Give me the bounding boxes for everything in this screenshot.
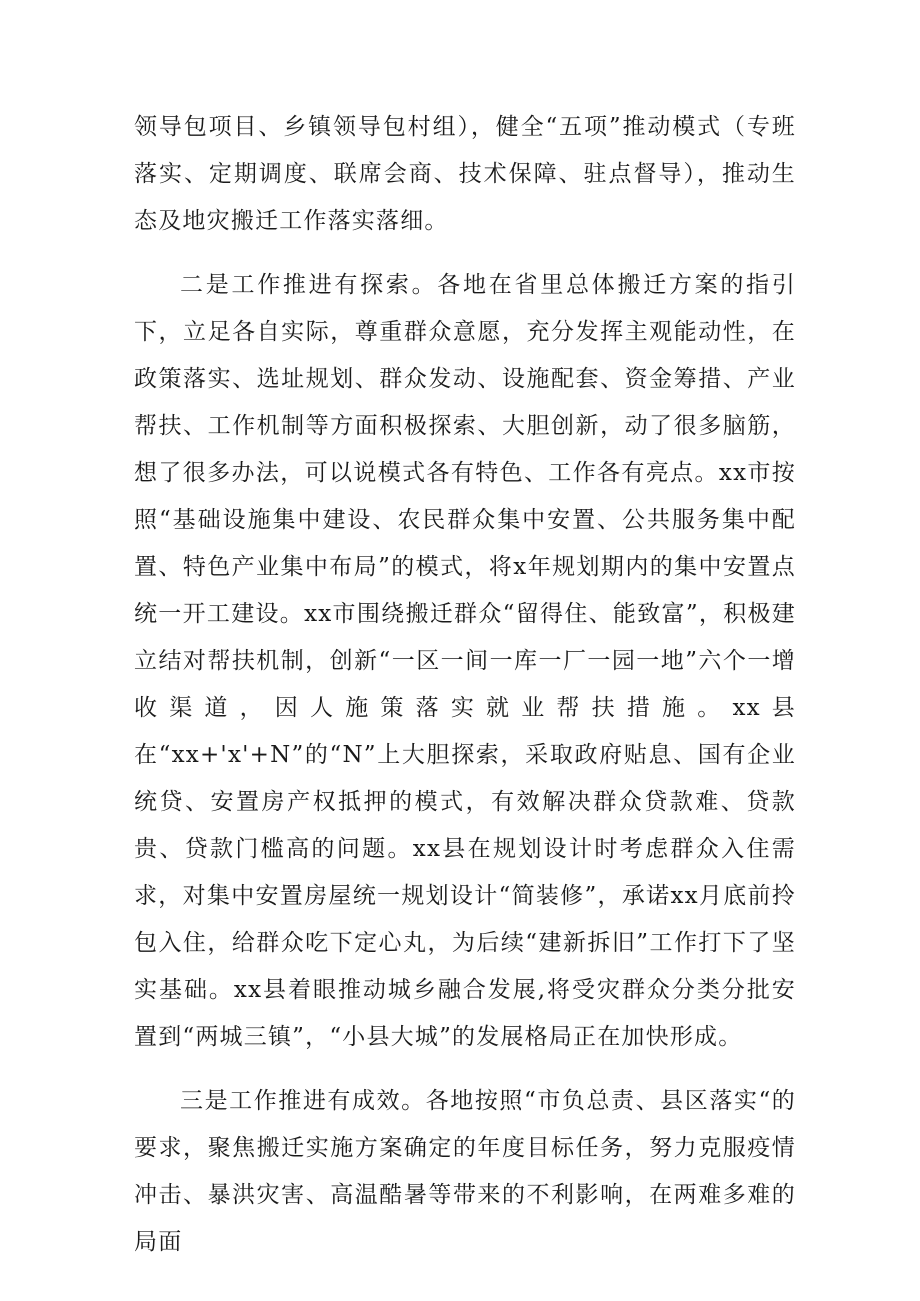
paragraph-point-three: 三是工作推进有成效。各地按照“市负总责、县区落实“的要求，聚焦搬迁实施方案确定的年度目标任务，努力克服疫情冲击、暴洪灾害、高温酷暑等带来的不利影响，在两难多难的局面 [134, 1088, 796, 1255]
document-body [134, 104, 796, 1266]
paragraph-continuation: 领导包项目、乡镇领导包村组），健全“五项”推动模式（专班落实、定期调度、联席会商、技术保障、驻点督导），推动生态及地灾搬迁工作落实落细。 [134, 114, 796, 234]
paragraph-point-two: 二是工作推进有探索。各地在省里总体搬迁方案的指引下，立足各自实际，尊重群众意愿，充分发挥主观能动性，在政策落实、选址规划、群众发动、设施配套、资金筹措、产业帮扶、工作机制等方面积极探索、大胆创新，动了很多脑筋，想了很多办法，可以说模式各有特色、工作各有亮点。xx市按照“基础设施集中建设、农民群众集中安置、公共服务集中配置、特色产业集中布局”的模式，将x年规划期内的集中安置点统一开工建设。xx市围绕搬迁群众“留得住、能致富”，积极建立结对帮扶机制，创新“一区一间一库一厂一园一地”六个一增收渠道，因人施策落实就业帮扶措施。xx县在“xx+'x'+N”的“N”上大胆探索，采取政府贴息、国有企业统贷、安置房产权抵押的模式，有效解决群众贷款难、贷款贵、贷款门槛高的问题。xx县在规划设计时考虑群众入住需求，对集中安置房屋统一规划设计“简装修”，承诺xx月底前拎包入住，给群众吃下定心丸，为后续“建新拆旧”工作打下了坚实基础。xx县着眼推动城乡融合发展,将受灾群众分类分批安置到“两城三镇”，“小县大城”的发展格局正在加快形成。 [134, 272, 796, 1050]
